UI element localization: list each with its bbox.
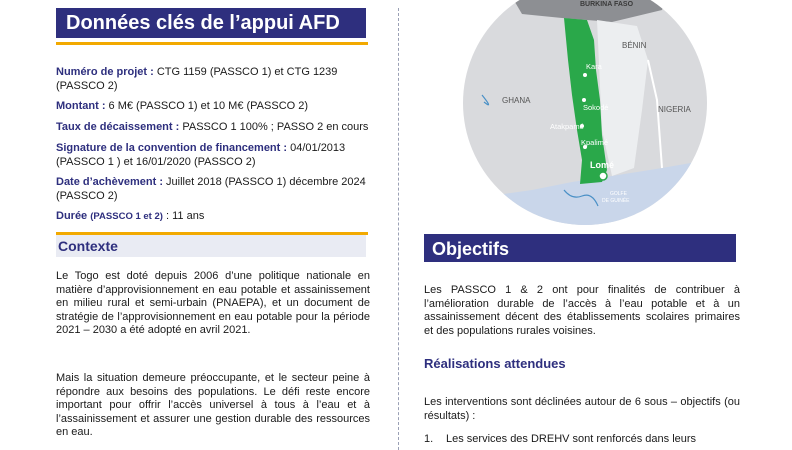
column-divider <box>398 8 399 450</box>
label-nigeria: NIGERIA <box>658 105 691 114</box>
label-burkina: BURKINA FASO <box>580 1 634 8</box>
completion-label: Date d’achèvement : <box>56 176 163 188</box>
context-paragraph-1: Le Togo est doté depuis 2006 d’une politique nationale en matière d’approvisionnement en eau potable et assainissement en milieu rural et semi-urbain (PNAEPA), et un document de stratégie de l’approvisionnement en eau potable pour la période 2021 – 2030 a été adopté en avril 2021. <box>56 270 370 337</box>
label-sokode: Sokodé <box>583 103 609 112</box>
label-ghana: GHANA <box>502 96 531 105</box>
completion-value: Juillet 2018 (PASSCO 1) décembre 2024 (PASSCO 2) <box>56 176 366 202</box>
signature-value: 04/01/2013 (PASSCO 1 ) et 16/01/2020 (PASSCO 2) <box>56 142 346 168</box>
label-gulf-1: GOLFE <box>610 191 627 197</box>
label-benin: BÉNIN <box>622 41 647 50</box>
lome-dot <box>599 172 607 180</box>
key-data-title: Données clés de l’appui AFD <box>56 8 366 38</box>
duration-label: Durée <box>56 210 88 222</box>
objectives-paragraph: Les PASSCO 1 & 2 ont pour finalités de contribuer à l’amélioration durable de l’accès à l’eau potable et à un assainissement décent des établissements scolaires primaires et des populations rurales voisines. <box>424 284 740 337</box>
list-item-number: 1. <box>424 433 434 445</box>
results-intro: Les interventions sont déclinées autour de 6 sous – objectifs (ou résultats) : <box>424 396 740 422</box>
disbursement <box>56 121 376 135</box>
disbursement-value: PASSCO 1 100% ; PASSO 2 en cours <box>182 121 369 133</box>
kara-dot <box>583 73 587 77</box>
title-underline <box>56 42 368 45</box>
context-title: Contexte <box>56 235 366 257</box>
results-title: Réalisations attendues <box>424 356 566 371</box>
sokode-dot <box>582 98 586 102</box>
label-lome: Lomé <box>590 160 615 170</box>
togo-map <box>462 0 708 226</box>
amount-value: 6 M€ (PASSCO 1) et 10 M€ (PASSCO 2) <box>108 100 309 112</box>
project-number-label: Numéro de projet : <box>56 66 154 78</box>
label-atakpame: Atakpamé <box>550 122 584 131</box>
label-kara: Kara <box>586 62 602 71</box>
amount <box>56 100 376 114</box>
label-gulf-2: DE GUINÉE <box>602 198 630 204</box>
completion <box>56 176 376 203</box>
project-number <box>56 66 376 93</box>
project-number-value: CTG 1159 (PASSCO 1) et CTG 1239 (PASSCO 2) <box>56 66 338 92</box>
label-kpalime: Kpalimé <box>581 138 609 147</box>
duration-qualifier: (PASSCO 1 et 2) <box>90 211 163 222</box>
amount-label: Montant : <box>56 100 106 112</box>
objectives-title: Objectifs <box>424 234 736 262</box>
duration-value: : 11 ans <box>166 210 205 222</box>
signature <box>56 142 376 169</box>
signature-label: Signature de la convention de financement : <box>56 142 288 154</box>
list-item-text: Les services des DREHV sont renforcés dans leurs <box>446 433 697 445</box>
disbursement-label: Taux de décaissement : <box>56 121 180 133</box>
duration <box>56 210 376 224</box>
list-item <box>424 433 740 447</box>
context-paragraph-2: Mais la situation demeure préoccupante, et le secteur peine à répondre aux besoins des populations. Le défi reste encore important pour offrir l’accès universel à tous à l’eau et à l’assainissement et assurer une gestion durable des ressources en eau. <box>56 372 370 439</box>
